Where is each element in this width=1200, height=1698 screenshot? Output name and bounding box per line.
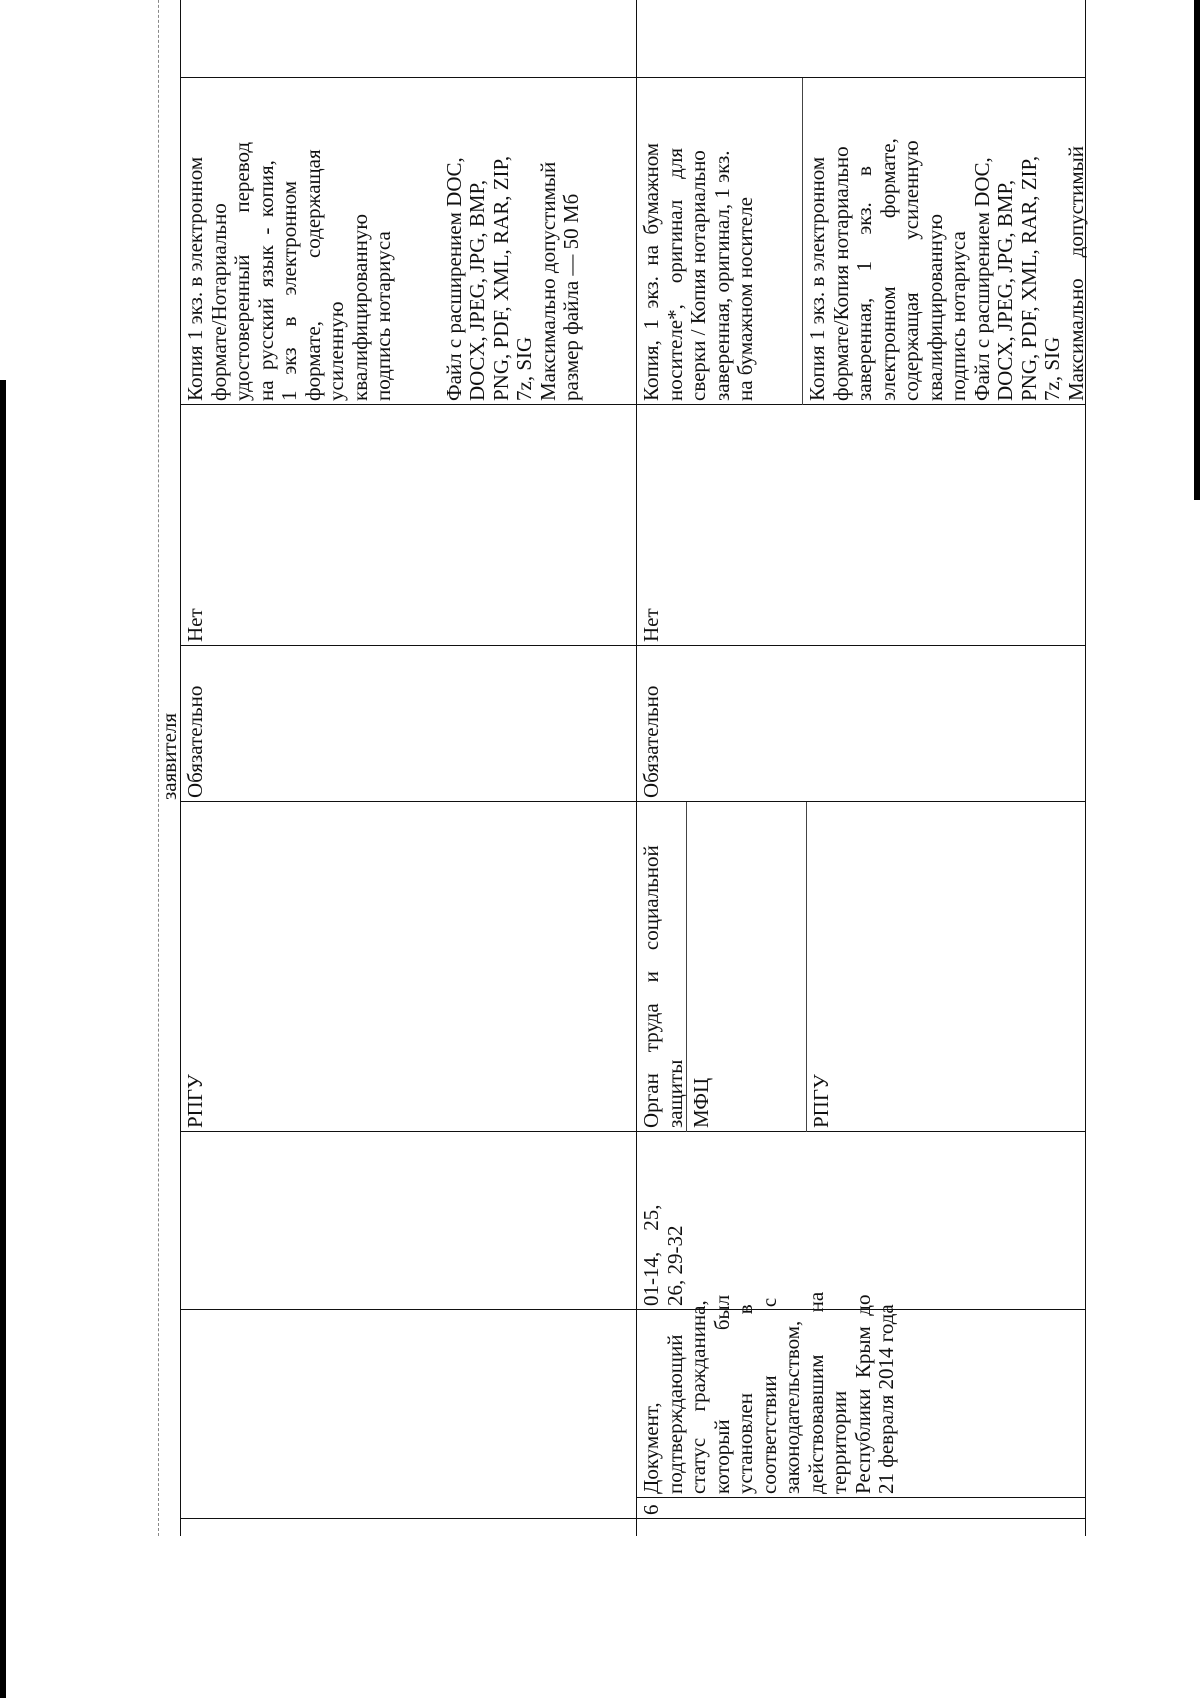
row6-form-paper	[640, 81, 758, 401]
form-text-line: Копия 1 экз. в электронном	[805, 156, 829, 401]
form-text-line: подпись нотариуса	[371, 231, 395, 401]
form-text-line: Копия 1 экз. в электронном	[183, 156, 207, 401]
col-line-3	[180, 1309, 1085, 1310]
form-text-line: на русский язык - копия,	[253, 160, 278, 401]
form-text-line: 1 экз в электронном	[277, 180, 301, 401]
row-divider	[636, 0, 637, 1536]
form-text-line: удостоверенный перевод	[230, 141, 254, 401]
form-text-line: подпись нотариуса	[946, 231, 970, 401]
form-text-line: квалифицированную	[922, 213, 947, 401]
form-text-line: сверки / Копия нотариально	[686, 150, 710, 401]
form-text-line: Копия, 1 экз. на бумажном	[639, 142, 663, 401]
top-requirement: Обязательно	[183, 685, 207, 798]
document-name-line: территории	[827, 1390, 851, 1494]
form-text-line: 7z, SIG	[1040, 336, 1064, 401]
form-text-line: формате/Нотариально	[206, 203, 231, 401]
form-text-line: квалифицированную	[347, 213, 372, 401]
col-line-6	[180, 645, 1085, 646]
form-text-line: электронном формате,	[875, 138, 900, 401]
col-line-5	[180, 801, 1085, 802]
document-name-line: Республики Крым до	[850, 1294, 875, 1494]
row6-channel-organ	[640, 804, 687, 1128]
form-text-line: формате, содержащая	[300, 149, 325, 401]
scan-edge-left	[0, 380, 6, 1698]
form-text-line	[419, 81, 443, 401]
form-text-line: DOCX, JPEG, JPG, BMP,	[993, 179, 1017, 401]
document-name-line: подтверждающий	[662, 1334, 687, 1494]
form-text-line: заверенная, 1 экз. в	[852, 166, 876, 401]
form-text-line: содержащая усиленную	[899, 140, 923, 401]
scan-edge-right	[1194, 0, 1200, 500]
codes-line: 26, 29-32	[662, 1225, 687, 1306]
form-subrow	[802, 78, 803, 405]
form-text-line: Файл с расширением DOC,	[969, 157, 994, 401]
col-line-2	[636, 1497, 1085, 1498]
col-line-7	[180, 404, 1085, 405]
col-line-1	[180, 1518, 1085, 1519]
rotated-table	[50, 0, 1150, 1536]
form-text-line: PNG, PDF, XML, RAR, ZIP,	[1016, 155, 1041, 401]
document-name-line: Документ,	[639, 1402, 663, 1494]
col-line-4	[180, 1131, 1085, 1132]
form-text-line: DOCX, JPEG, JPG, BMP,	[465, 179, 489, 401]
top-channel-rpgu: РПГУ	[183, 1074, 207, 1128]
form-text-line: Файл с расширением DOC,	[441, 157, 466, 401]
document-name-line: статус гражданина,	[686, 1300, 710, 1494]
row6-document-text	[639, 1291, 899, 1494]
row-number: 6	[639, 1504, 663, 1515]
form-text-line: заверенная, оригинал, 1 экз.	[709, 150, 734, 401]
row6-channel-mfc	[690, 1078, 714, 1128]
row6-channel-rpgu	[810, 1074, 834, 1128]
row6-codes	[640, 1134, 687, 1306]
form-text-line: Максимально допустимый	[535, 161, 560, 401]
top-form-text	[184, 81, 584, 401]
form-text-line: размер файла — 50 Мб	[559, 193, 583, 401]
document-name-line: соответствии с	[756, 1297, 781, 1494]
col-line-8	[180, 77, 1085, 78]
form-text-line: усиленную	[324, 301, 348, 401]
form-text-line	[396, 81, 420, 401]
row6-return-flag: Нет	[639, 608, 663, 642]
row6-form-electronic	[806, 81, 1088, 401]
channel-label-line: МФЦ	[689, 1077, 713, 1128]
form-text-line: 7z, SIG	[512, 336, 536, 401]
form-text-line: Максимально допустимый	[1063, 146, 1088, 401]
header-applicant: заявителя	[157, 712, 181, 800]
row6-requirement: Обязательно	[639, 685, 663, 798]
codes-line: 01-14, 25,	[639, 1204, 663, 1306]
form-text-line: на бумажном носителе	[733, 197, 757, 401]
channel-label-line: РПГУ	[809, 1074, 833, 1128]
document-name-line: действовавшим на	[803, 1291, 828, 1494]
form-text-line: PNG, PDF, XML, RAR, ZIP,	[488, 155, 513, 401]
channel-subrow-2	[806, 802, 807, 1132]
channel-label-line: защиты	[662, 1059, 687, 1128]
document-name-line: установлен в	[733, 1304, 757, 1494]
document-name-line: который был	[709, 1294, 734, 1494]
document-name-line: 21 февраля 2014 года	[874, 1304, 898, 1494]
top-return-flag: Нет	[183, 608, 207, 642]
channel-label-line: Орган труда и социальной	[639, 845, 663, 1128]
form-text-line: формате/Копия нотариально	[828, 146, 853, 401]
document-name-line: законодательством,	[780, 1320, 804, 1494]
form-text-line: носителе*, оригинал для	[662, 147, 687, 401]
